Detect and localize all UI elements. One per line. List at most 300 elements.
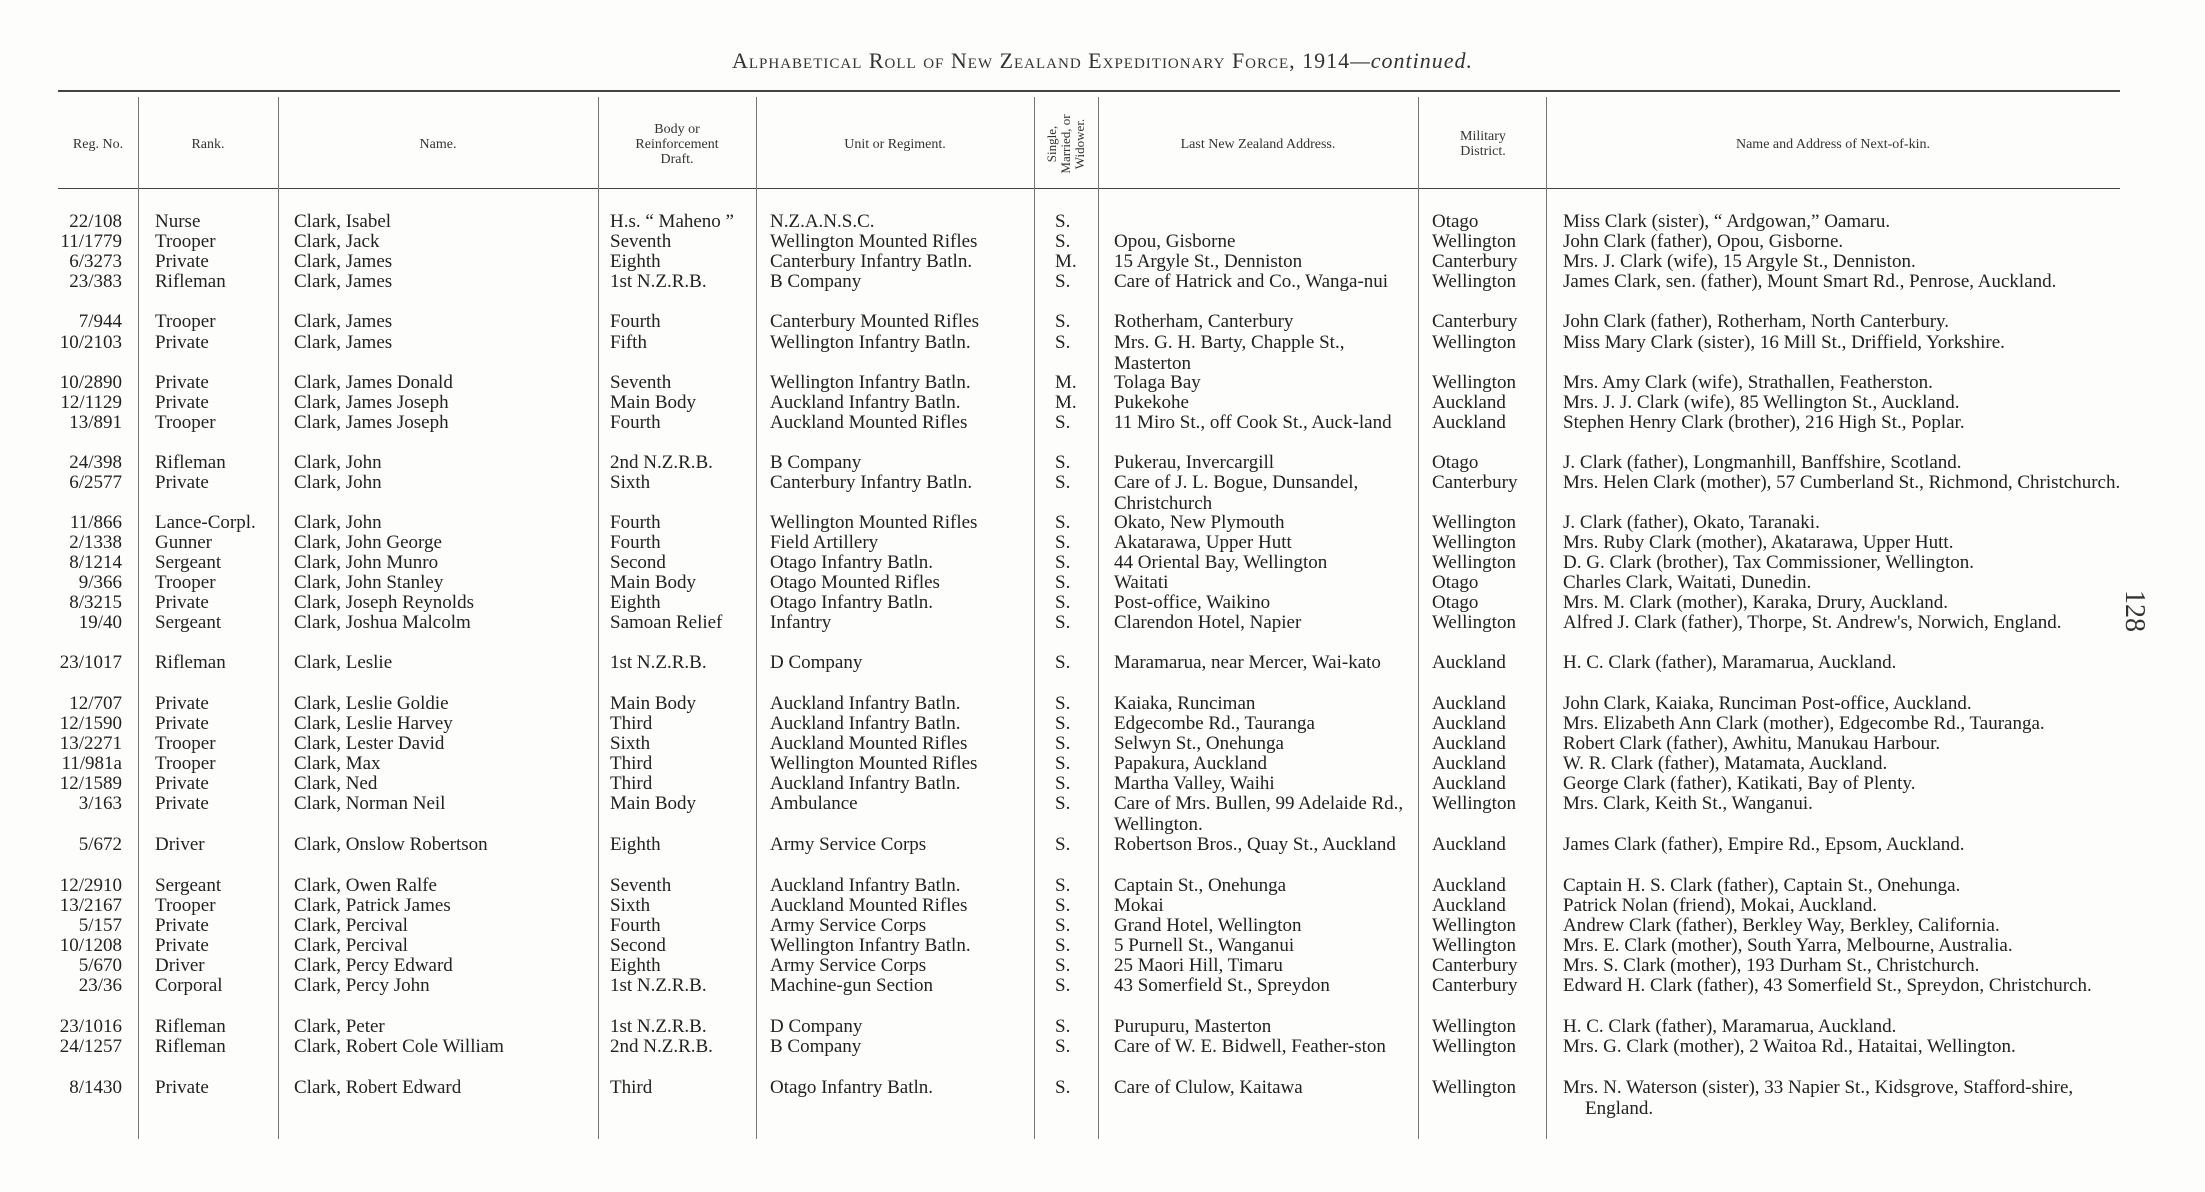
cell-reg: 13/2271 [59, 733, 122, 754]
cell-reg: 3/163 [78, 793, 122, 814]
cell-body: Seventh [610, 231, 672, 252]
cell-name: Clark, James [294, 311, 393, 332]
cell-rank: Private [155, 251, 209, 272]
header-status: Single, Married, or Widower. [1044, 114, 1087, 174]
cell-kin: Mrs. J. Clark (wife), 15 Argyle St., Denniston. [1563, 251, 1916, 272]
cell-status: S. [1055, 1036, 1071, 1057]
cell-name: Clark, John [294, 472, 382, 493]
cell-district: Wellington [1432, 1016, 1516, 1037]
cell-reg: 23/383 [69, 271, 122, 292]
cell-reg: 13/891 [69, 412, 122, 433]
cell-reg: 11/981a [61, 753, 122, 774]
cell-body: 1st N.Z.R.B. [610, 975, 707, 996]
cell-reg: 2/1338 [69, 532, 122, 553]
cell-district: Auckland [1432, 392, 1506, 413]
cell-address: Mrs. G. H. Barty, Chapple St., Masterton [1114, 332, 1345, 374]
cell-district: Otago [1432, 572, 1479, 593]
cell-status: S. [1055, 895, 1071, 916]
header-name: Name. [419, 136, 457, 152]
column-divider [598, 97, 599, 1139]
cell-rank: Trooper [155, 572, 216, 593]
cell-district: Canterbury [1432, 251, 1518, 272]
cell-reg: 10/2103 [59, 332, 122, 353]
cell-rank: Rifleman [155, 271, 226, 292]
cell-kin: John Clark (father), Rotherham, North Canterbury. [1563, 311, 1950, 332]
cell-body: Fourth [610, 532, 661, 553]
cell-unit: D Company [770, 652, 863, 673]
cell-body: Eighth [610, 592, 661, 613]
column-divider [278, 97, 279, 1139]
cell-address: Tolaga Bay [1114, 372, 1201, 393]
cell-district: Otago [1432, 452, 1479, 473]
cell-body: 2nd N.Z.R.B. [610, 1036, 713, 1057]
cell-rank: Trooper [155, 733, 216, 754]
cell-body: H.s. “ Maheno ” [610, 211, 734, 232]
cell-kin: Mrs. Ruby Clark (mother), Akatarawa, Upper Hutt. [1563, 532, 1954, 553]
cell-rank: Private [155, 935, 209, 956]
cell-status: S. [1055, 231, 1071, 252]
header-reg: Reg. No. [72, 136, 124, 152]
cell-district: Auckland [1432, 733, 1506, 754]
cell-unit: Wellington Mounted Rifles [770, 512, 978, 533]
cell-rank: Sergeant [155, 612, 222, 633]
cell-address: 11 Miro St., off Cook St., Auck-land [1114, 412, 1392, 433]
cell-address: Post-office, Waikino [1114, 592, 1271, 613]
cell-body: Sixth [610, 895, 651, 916]
cell-reg: 12/1129 [60, 392, 122, 413]
cell-name: Clark, John Munro [294, 552, 439, 573]
cell-kin: J. Clark (father), Longmanhill, Banffshire, Scotland. [1563, 452, 1962, 473]
cell-unit: Wellington Infantry Batln. [770, 935, 971, 956]
cell-kin: Mrs. Helen Clark (mother), 57 Cumberland St., Richmond, Christchurch. [1563, 472, 2121, 493]
cell-name: Clark, Jack [294, 231, 380, 252]
cell-address: 44 Oriental Bay, Wellington [1114, 552, 1328, 573]
cell-name: Clark, Robert Cole William [294, 1036, 504, 1057]
cell-status: M. [1055, 372, 1077, 393]
cell-reg: 23/36 [78, 975, 122, 996]
cell-address: Selwyn St., Onehunga [1114, 733, 1284, 754]
cell-unit: N.Z.A.N.S.C. [770, 211, 875, 232]
cell-rank: Trooper [155, 311, 216, 332]
cell-unit: Wellington Infantry Batln. [770, 372, 971, 393]
cell-status: S. [1055, 1016, 1071, 1037]
cell-unit: Auckland Mounted Rifles [770, 733, 968, 754]
cell-unit: Wellington Mounted Rifles [770, 231, 978, 252]
cell-unit: B Company [770, 452, 862, 473]
cell-body: Samoan Relief [610, 612, 723, 633]
cell-name: Clark, Leslie [294, 652, 393, 673]
cell-address: Care of J. L. Bogue, Dunsandel, Christchurch [1114, 472, 1359, 514]
cell-address: Robertson Bros., Quay St., Auckland [1114, 834, 1396, 855]
cell-address: Care of Clulow, Kaitawa [1114, 1077, 1303, 1098]
cell-district: Auckland [1432, 412, 1506, 433]
cell-address: Care of Hatrick and Co., Wanga-nui [1114, 271, 1389, 292]
cell-unit: Army Service Corps [770, 915, 927, 936]
cell-body: Second [610, 552, 666, 573]
cell-body: Fourth [610, 412, 661, 433]
cell-status: S. [1055, 552, 1071, 573]
cell-reg: 6/2577 [69, 472, 122, 493]
cell-status: M. [1055, 251, 1077, 272]
cell-unit: D Company [770, 1016, 863, 1037]
cell-district: Wellington [1432, 1077, 1516, 1098]
cell-kin: Captain H. S. Clark (father), Captain St., Onehunga. [1563, 875, 1961, 896]
cell-kin: Alfred J. Clark (father), Thorpe, St. Andrew's, Norwich, England. [1563, 612, 2062, 633]
cell-district: Wellington [1432, 332, 1516, 353]
cell-kin: James Clark, sen. (father), Mount Smart Rd., Penrose, Auckland. [1563, 271, 2057, 292]
cell-rank: Rifleman [155, 1016, 226, 1037]
cell-body: 1st N.Z.R.B. [610, 271, 707, 292]
cell-address: Papakura, Auckland [1114, 753, 1268, 774]
cell-address: 5 Purnell St., Wanganui [1114, 935, 1295, 956]
cell-address: Akatarawa, Upper Hutt [1114, 532, 1292, 553]
cell-unit: Army Service Corps [770, 955, 927, 976]
cell-address: Opou, Gisborne [1114, 231, 1236, 252]
cell-name: Clark, Patrick James [294, 895, 451, 916]
cell-address: Purupuru, Masterton [1114, 1016, 1272, 1037]
cell-kin: John Clark (father), Opou, Gisborne. [1563, 231, 1844, 252]
cell-district: Wellington [1432, 915, 1516, 936]
cell-kin: J. Clark (father), Okato, Taranaki. [1563, 512, 1820, 533]
cell-unit: Ambulance [770, 793, 858, 814]
cell-reg: 22/108 [69, 211, 122, 232]
cell-unit: Wellington Infantry Batln. [770, 332, 971, 353]
cell-reg: 5/157 [78, 915, 122, 936]
cell-status: S. [1055, 271, 1071, 292]
cell-name: Clark, James Joseph [294, 412, 449, 433]
cell-rank: Private [155, 592, 209, 613]
cell-body: Fourth [610, 512, 661, 533]
cell-reg: 6/3273 [69, 251, 122, 272]
cell-district: Wellington [1432, 372, 1516, 393]
cell-rank: Corporal [155, 975, 223, 996]
cell-kin: James Clark (father), Empire Rd., Epsom, Auckland. [1563, 834, 1965, 855]
cell-rank: Private [155, 793, 209, 814]
cell-body: Main Body [610, 572, 697, 593]
cell-status: S. [1055, 773, 1071, 794]
column-divider [1034, 97, 1035, 1139]
cell-district: Wellington [1432, 231, 1516, 252]
cell-name: Clark, Joseph Reynolds [294, 592, 474, 613]
cell-name: Clark, James [294, 251, 393, 272]
cell-kin: Mrs. Elizabeth Ann Clark (mother), Edgecombe Rd., Tauranga. [1563, 713, 2045, 734]
page-number: 128 [2119, 590, 2150, 632]
cell-rank: Private [155, 392, 209, 413]
cell-rank: Private [155, 713, 209, 734]
cell-reg: 9/366 [78, 572, 122, 593]
cell-body: Seventh [610, 875, 672, 896]
cell-name: Clark, John George [294, 532, 442, 553]
cell-reg: 13/2167 [59, 895, 122, 916]
cell-rank: Sergeant [155, 552, 222, 573]
cell-unit: Otago Mounted Rifles [770, 572, 940, 593]
cell-district: Wellington [1432, 552, 1516, 573]
column-divider [138, 97, 139, 1139]
cell-rank: Trooper [155, 895, 216, 916]
cell-reg: 5/672 [78, 834, 122, 855]
cell-name: Clark, John Stanley [294, 572, 444, 593]
cell-body: Sixth [610, 733, 651, 754]
cell-reg: 8/3215 [69, 592, 122, 613]
cell-kin: H. C. Clark (father), Maramarua, Auckland. [1563, 1016, 1897, 1037]
cell-name: Clark, Percy John [294, 975, 430, 996]
cell-body: 1st N.Z.R.B. [610, 1016, 707, 1037]
cell-status: S. [1055, 652, 1071, 673]
cell-district: Wellington [1432, 1036, 1516, 1057]
cell-status: S. [1055, 975, 1071, 996]
cell-rank: Sergeant [155, 875, 222, 896]
page-title [0, 48, 2205, 74]
cell-reg: 11/1779 [60, 231, 122, 252]
cell-district: Auckland [1432, 875, 1506, 896]
cell-kin: D. G. Clark (brother), Tax Commissioner, Wellington. [1563, 552, 1974, 573]
cell-rank: Trooper [155, 412, 216, 433]
cell-status: S. [1055, 512, 1071, 533]
cell-address: Mokai [1114, 895, 1164, 916]
cell-name: Clark, Leslie Harvey [294, 713, 453, 734]
cell-status: S. [1055, 612, 1071, 633]
cell-unit: Auckland Infantry Batln. [770, 693, 961, 714]
cell-status: S. [1055, 693, 1071, 714]
cell-kin: Mrs. S. Clark (mother), 193 Durham St., Christchurch. [1563, 955, 1980, 976]
cell-kin: Stephen Henry Clark (brother), 216 High St., Poplar. [1563, 412, 1965, 433]
cell-reg: 24/398 [69, 452, 122, 473]
cell-reg: 19/40 [78, 612, 122, 633]
column-divider [1546, 97, 1547, 1139]
cell-reg: 8/1214 [69, 552, 122, 573]
cell-name: Clark, Percival [294, 935, 408, 956]
cell-unit: Machine-gun Section [770, 975, 934, 996]
cell-kin: H. C. Clark (father), Maramarua, Auckland. [1563, 652, 1897, 673]
cell-status: S. [1055, 875, 1071, 896]
cell-rank: Private [155, 472, 209, 493]
cell-name: Clark, Leslie Goldie [294, 693, 449, 714]
cell-body: Fifth [610, 332, 647, 353]
cell-district: Auckland [1432, 773, 1506, 794]
cell-district: Wellington [1432, 612, 1516, 633]
cell-unit: Otago Infantry Batln. [770, 552, 934, 573]
column-divider [1418, 97, 1419, 1139]
cell-status: S. [1055, 1077, 1071, 1098]
cell-address: Waitati [1114, 572, 1169, 593]
cell-district: Wellington [1432, 532, 1516, 553]
cell-district: Otago [1432, 211, 1479, 232]
cell-name: Clark, Percival [294, 915, 408, 936]
cell-district: Auckland [1432, 834, 1506, 855]
cell-district: Auckland [1432, 693, 1506, 714]
cell-unit: B Company [770, 1036, 862, 1057]
cell-reg: 12/2910 [59, 875, 122, 896]
cell-unit: Infantry [770, 612, 832, 633]
cell-body: Eighth [610, 955, 661, 976]
cell-kin: Edward H. Clark (father), 43 Somerfield St., Spreydon, Christchurch. [1563, 975, 2092, 996]
cell-unit: B Company [770, 271, 862, 292]
cell-status: S. [1055, 211, 1071, 232]
cell-body: Fourth [610, 915, 661, 936]
cell-address: 43 Somerfield St., Spreydon [1114, 975, 1330, 996]
cell-kin: W. R. Clark (father), Matamata, Auckland. [1563, 753, 1888, 774]
cell-rank: Rifleman [155, 1036, 226, 1057]
cell-rank: Trooper [155, 753, 216, 774]
cell-name: Clark, Percy Edward [294, 955, 453, 976]
cell-status: S. [1055, 592, 1071, 613]
header-kin: Name and Address of Next-of-kin. [1735, 136, 1930, 152]
header-unit: Unit or Regiment. [844, 136, 946, 152]
cell-rank: Trooper [155, 231, 216, 252]
cell-body: Seventh [610, 372, 672, 393]
title-suffix: —continued. [1350, 48, 1474, 73]
cell-district: Canterbury [1432, 975, 1518, 996]
cell-status: S. [1055, 572, 1071, 593]
cell-status: S. [1055, 412, 1071, 433]
cell-name: Clark, Norman Neil [294, 793, 446, 814]
cell-kin: Mrs. E. Clark (mother), South Yarra, Melbourne, Australia. [1563, 935, 2013, 956]
cell-reg: 11/866 [69, 512, 122, 533]
column-divider [1098, 97, 1099, 1139]
cell-district: Auckland [1432, 713, 1506, 734]
cell-address: Care of W. E. Bidwell, Feather-ston [1114, 1036, 1386, 1057]
cell-unit: Canterbury Mounted Rifles [770, 311, 979, 332]
cell-unit: Auckland Mounted Rifles [770, 895, 968, 916]
cell-body: Main Body [610, 392, 697, 413]
cell-reg: 12/707 [69, 693, 122, 714]
cell-district: Auckland [1432, 895, 1506, 916]
cell-status: S. [1055, 935, 1071, 956]
cell-unit: Otago Infantry Batln. [770, 592, 934, 613]
cell-district: Wellington [1432, 512, 1516, 533]
cell-kin: Robert Clark (father), Awhitu, Manukau Harbour. [1563, 733, 1941, 754]
cell-reg: 10/1208 [59, 935, 122, 956]
cell-address: Captain St., Onehunga [1114, 875, 1287, 896]
cell-district: Wellington [1432, 935, 1516, 956]
cell-district: Canterbury [1432, 311, 1518, 332]
cell-rank: Private [155, 915, 209, 936]
cell-body: Second [610, 935, 666, 956]
cell-status: S. [1055, 753, 1071, 774]
cell-unit: Canterbury Infantry Batln. [770, 472, 973, 493]
cell-body: 2nd N.Z.R.B. [610, 452, 713, 473]
cell-status: S. [1055, 793, 1071, 814]
cell-reg: 5/670 [78, 955, 122, 976]
cell-kin: Mrs. N. Waterson (sister), 33 Napier St., Kidsgrove, Stafford-shire, England. [1563, 1077, 2074, 1119]
cell-address: 15 Argyle St., Denniston [1114, 251, 1303, 272]
cell-address: Grand Hotel, Wellington [1114, 915, 1302, 936]
title-main: Alphabetical Roll of New Zealand Expeditionary Force, 1914 [731, 48, 1351, 73]
cell-unit: Field Artillery [770, 532, 879, 553]
cell-body: Main Body [610, 793, 697, 814]
cell-reg: 12/1589 [59, 773, 122, 794]
cell-name: Clark, Owen Ralfe [294, 875, 437, 896]
cell-reg: 10/2890 [59, 372, 122, 393]
cell-name: Clark, James [294, 332, 393, 353]
cell-body: Third [610, 753, 653, 774]
cell-unit: Canterbury Infantry Batln. [770, 251, 973, 272]
cell-body: Fourth [610, 311, 661, 332]
header-rank: Rank. [191, 136, 225, 152]
cell-body: Eighth [610, 251, 661, 272]
cell-reg: 23/1017 [59, 652, 122, 673]
cell-kin: Mrs. J. J. Clark (wife), 85 Wellington St., Auckland. [1563, 392, 1960, 413]
cell-name: Clark, James Joseph [294, 392, 449, 413]
cell-address: Rotherham, Canterbury [1114, 311, 1294, 332]
cell-status: S. [1055, 713, 1071, 734]
top-rule [58, 90, 2120, 92]
cell-body: Sixth [610, 472, 651, 493]
cell-address: Edgecombe Rd., Tauranga [1114, 713, 1315, 734]
cell-name: Clark, Isabel [294, 211, 392, 232]
cell-status: S. [1055, 332, 1071, 353]
cell-kin: Mrs. M. Clark (mother), Karaka, Drury, Auckland. [1563, 592, 1949, 613]
cell-status: S. [1055, 915, 1071, 936]
cell-kin: Andrew Clark (father), Berkley Way, Berkley, California. [1563, 915, 2000, 936]
cell-unit: Otago Infantry Batln. [770, 1077, 934, 1098]
cell-district: Otago [1432, 592, 1479, 613]
cell-status: S. [1055, 472, 1071, 493]
cell-status: S. [1055, 452, 1071, 473]
cell-kin: Miss Mary Clark (sister), 16 Mill St., Driffield, Yorkshire. [1563, 332, 2005, 353]
cell-address: Okato, New Plymouth [1114, 512, 1285, 533]
cell-reg: 23/1016 [59, 1016, 122, 1037]
cell-rank: Private [155, 693, 209, 714]
cell-reg: 8/1430 [69, 1077, 122, 1098]
cell-address: Martha Valley, Waihi [1114, 773, 1275, 794]
cell-status: S. [1055, 733, 1071, 754]
cell-rank: Gunner [155, 532, 212, 553]
cell-status: M. [1055, 392, 1077, 413]
cell-unit: Army Service Corps [770, 834, 927, 855]
cell-address: Kaiaka, Runciman [1114, 693, 1256, 714]
cell-district: Auckland [1432, 652, 1506, 673]
column-divider [756, 97, 757, 1139]
cell-rank: Private [155, 372, 209, 393]
cell-rank: Private [155, 773, 209, 794]
header-rule [58, 188, 2120, 189]
cell-name: Clark, Ned [294, 773, 378, 794]
cell-kin: Mrs. Clark, Keith St., Wanganui. [1563, 793, 1813, 814]
cell-status: S. [1055, 311, 1071, 332]
cell-name: Clark, Robert Edward [294, 1077, 462, 1098]
cell-body: Main Body [610, 693, 697, 714]
cell-name: Clark, Onslow Robertson [294, 834, 488, 855]
cell-body: 1st N.Z.R.B. [610, 652, 707, 673]
cell-district: Wellington [1432, 271, 1516, 292]
cell-kin: Mrs. Amy Clark (wife), Strathallen, Featherston. [1563, 372, 1933, 393]
header-body: Body or Reinforcement Draft. [635, 121, 719, 167]
cell-unit: Wellington Mounted Rifles [770, 753, 978, 774]
cell-address: Maramarua, near Mercer, Wai-kato [1114, 652, 1381, 673]
cell-name: Clark, Peter [294, 1016, 385, 1037]
cell-kin: Mrs. G. Clark (mother), 2 Waitoa Rd., Hataitai, Wellington. [1563, 1036, 2016, 1057]
cell-rank: Private [155, 1077, 209, 1098]
cell-rank: Rifleman [155, 652, 226, 673]
cell-kin: George Clark (father), Katikati, Bay of Plenty. [1563, 773, 1916, 794]
cell-unit: Auckland Infantry Batln. [770, 392, 961, 413]
cell-name: Clark, James [294, 271, 393, 292]
cell-address: 25 Maori Hill, Timaru [1114, 955, 1283, 976]
cell-district: Canterbury [1432, 955, 1518, 976]
cell-address: Pukerau, Invercargill [1114, 452, 1275, 473]
cell-kin: Charles Clark, Waitati, Dunedin. [1563, 572, 1812, 593]
cell-body: Third [610, 1077, 653, 1098]
cell-status: S. [1055, 532, 1071, 553]
cell-name: Clark, John [294, 512, 382, 533]
cell-body: Third [610, 773, 653, 794]
cell-name: Clark, Lester David [294, 733, 445, 754]
cell-rank: Nurse [155, 211, 201, 232]
cell-rank: Driver [155, 955, 205, 976]
cell-reg: 24/1257 [59, 1036, 122, 1057]
cell-district: Wellington [1432, 793, 1516, 814]
